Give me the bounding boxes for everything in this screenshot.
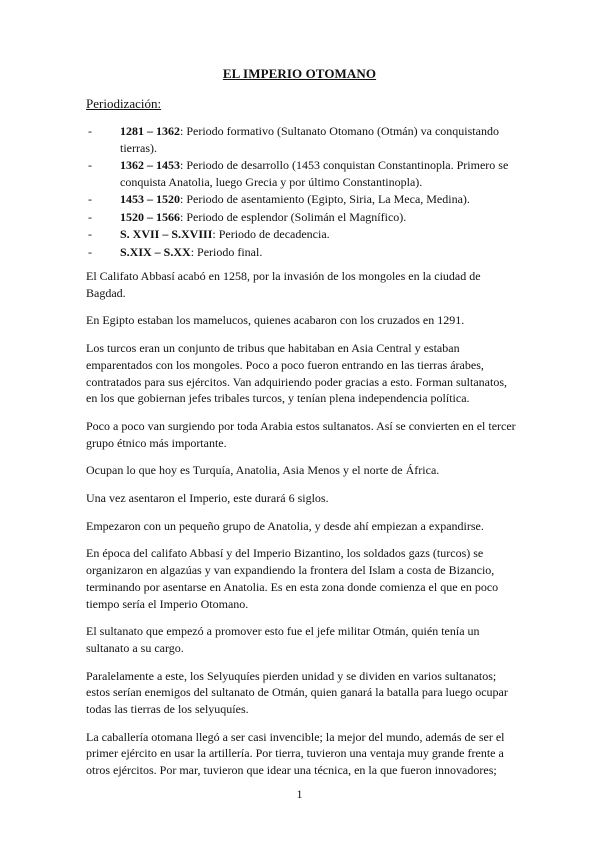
list-item [86, 191, 526, 208]
body-paragraph: El sultanato que empezó a promover esto fue el jefe militar Otmán, quién tenía un sultanato a su cargo. [86, 624, 480, 655]
page-number: 1 [296, 787, 303, 801]
body-paragraph: Los turcos eran un conjunto de tribus que habitaban en Asia Central y estaban emparentados con los mongoles. Poco a poco fueron entrando en las tierras árabes, contratados para sus ejércitos. Van adquiriendo poder gracias a esto. Forman sultanatos, en los que gobiernan jefes tribales turcos, y tenían plena independencia política. [86, 341, 507, 406]
period-dates: 1453 – 1520 [120, 192, 180, 206]
periodization-list [86, 123, 526, 261]
body-paragraph: Poco a poco van surgiendo por toda Arabia estos sultanatos. Así se convierten en el tercer grupo étnico más importante. [86, 418, 516, 450]
period-description: : Periodo de desarrollo (1453 conquistan Constantinopla. Primero se conquista Anatolia, luego Grecia y por último Constantinopla). [120, 158, 509, 189]
list-bullet: - [88, 158, 92, 172]
period-dates: 1520 – 1566 [120, 209, 180, 224]
body-paragraph: Ocupan lo que hoy es Turquía, Anatolia, Asia Menos y el norte de África. [86, 463, 440, 478]
body-paragraph: El Califato Abbasí acabó en 1258, por la invasión de los mongoles en la ciudad de Bagdad. [86, 269, 481, 300]
list-bullet: - [88, 192, 92, 206]
body-paragraph: En Egipto estaban los mamelucos, quienes acabaron con los cruzados en 1291. [86, 313, 465, 328]
body-paragraph: Paralelamente a este, los Selyuquíes pierden unidad y se dividen en varios sultanatos; estos serían enemigos del sultanato de Otmán, quien ganará la batalla para luego ocupar todas las tierras de los selyuquíes. [86, 668, 508, 717]
period-dates: S. XVII – S.XVIII [120, 227, 213, 241]
list-item [86, 226, 526, 243]
body-paragraph: Empezaron con un pequeño grupo de Anatolia, y desde ahí empiezan a expandirse. [86, 518, 484, 533]
periodization-heading: Periodización: [86, 96, 162, 111]
body-paragraph: La caballería otomana llegó a ser casi invencible; la mejor del mundo, además de ser el primer ejército en usar la artillería. Por tierra, tuvieron una ventaja muy grande frente a otros ejércitos. Por mar, tuvieron que idear una técnica, en la que fueron innovadores; [86, 729, 505, 778]
period-description: : Periodo final. [190, 244, 263, 259]
list-bullet: - [88, 209, 92, 224]
list-item [86, 157, 526, 190]
period-dates: 1362 – 1453 [120, 158, 180, 172]
body-paragraph: Una vez asentaron el Imperio, este durará 6 siglos. [86, 491, 329, 506]
list-bullet: - [88, 124, 92, 138]
list-item [86, 209, 526, 226]
period-description: : Periodo de decadencia. [212, 227, 330, 241]
period-dates: 1281 – 1362 [120, 124, 180, 138]
period-dates: S.XIX – S.XX [120, 244, 191, 259]
document-body [86, 268, 517, 790]
period-description: : Periodo de asentamiento (Egipto, Siria, La Meca, Medina). [180, 192, 470, 206]
body-paragraph: En época del califato Abbasí y del Imperio Bizantino, los soldados gazs (turcos) se organizaron en algazúas y van expandiendo la frontera del Islam a costa de Bizancio, terminando por asentarse en Anatolia. Es en esta zona donde comienza el que en poco tiempo sería el Imperio Otomano. [86, 546, 499, 611]
period-description: : Periodo de esplendor (Solimán el Magnífico). [180, 209, 407, 224]
list-item [86, 123, 526, 156]
period-description: : Periodo formativo (Sultanato Otomano (Otmán) va conquistando tierras). [120, 124, 499, 155]
list-bullet: - [88, 227, 92, 241]
list-bullet: - [88, 244, 92, 259]
list-item [86, 244, 526, 261]
document-title: EL IMPERIO OTOMANO [222, 66, 377, 81]
